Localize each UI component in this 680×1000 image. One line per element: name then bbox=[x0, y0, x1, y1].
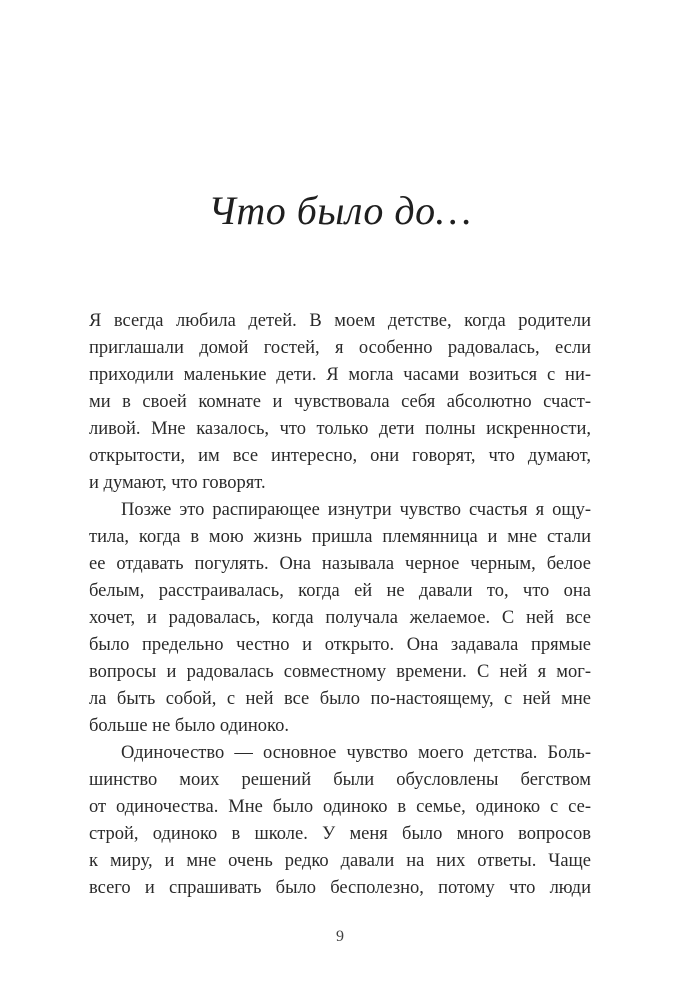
text-line: больше не было одиноко. bbox=[89, 716, 289, 736]
text-line: Одиночество — основное чувство моего детства. Боль- bbox=[121, 743, 591, 763]
text-line: Я всегда любила детей. В моем детстве, когда родители bbox=[89, 311, 591, 331]
text-line: ливой. Мне казалось, что только дети полны искренности, bbox=[89, 419, 591, 439]
paragraph bbox=[89, 740, 591, 902]
page-number: 9 bbox=[336, 928, 344, 945]
text-line: ее отдавать погулять. Она называла черное черным, белое bbox=[89, 554, 591, 574]
body-text bbox=[89, 308, 591, 902]
chapter-title: Что было до… bbox=[208, 187, 472, 233]
paragraph bbox=[89, 497, 591, 740]
text-line: шинство моих решений были обусловлены бегством bbox=[89, 770, 591, 790]
text-line: открытости, им все интересно, они говорят, что думают, bbox=[89, 446, 591, 466]
text-line: Позже это распирающее изнутри чувство счастья я ощу- bbox=[121, 500, 591, 520]
text-line: тила, когда в мою жизнь пришла племянница и мне стали bbox=[89, 527, 591, 547]
text-line: ла быть собой, с ней все было по-настоящему, с ней мне bbox=[89, 689, 591, 709]
text-line: к миру, и мне очень редко давали на них ответы. Чаще bbox=[89, 851, 591, 871]
text-line: и думают, что говорят. bbox=[89, 473, 266, 493]
text-line: белым, расстраивалась, когда ей не давали то, что она bbox=[89, 581, 591, 601]
text-line: приглашали домой гостей, я особенно радовалась, если bbox=[89, 338, 591, 358]
text-line: ми в своей комнате и чувствовала себя абсолютно счаст- bbox=[89, 392, 591, 412]
text-line: всего и спрашивать было бесполезно, потому что люди bbox=[89, 878, 591, 898]
paragraph bbox=[89, 308, 591, 497]
text-line: от одиночества. Мне было одиноко в семье, одиноко с се- bbox=[89, 797, 591, 817]
text-line: было предельно честно и открыто. Она задавала прямые bbox=[89, 635, 591, 655]
text-line: вопросы и радовалась совместному времени. С ней я мог- bbox=[89, 662, 591, 682]
text-line: приходили маленькие дети. Я могла часами возиться с ни- bbox=[89, 365, 591, 385]
text-line: хочет, и радовалась, когда получала желаемое. С ней все bbox=[89, 608, 591, 628]
text-line: строй, одиноко в школе. У меня было много вопросов bbox=[89, 824, 591, 844]
